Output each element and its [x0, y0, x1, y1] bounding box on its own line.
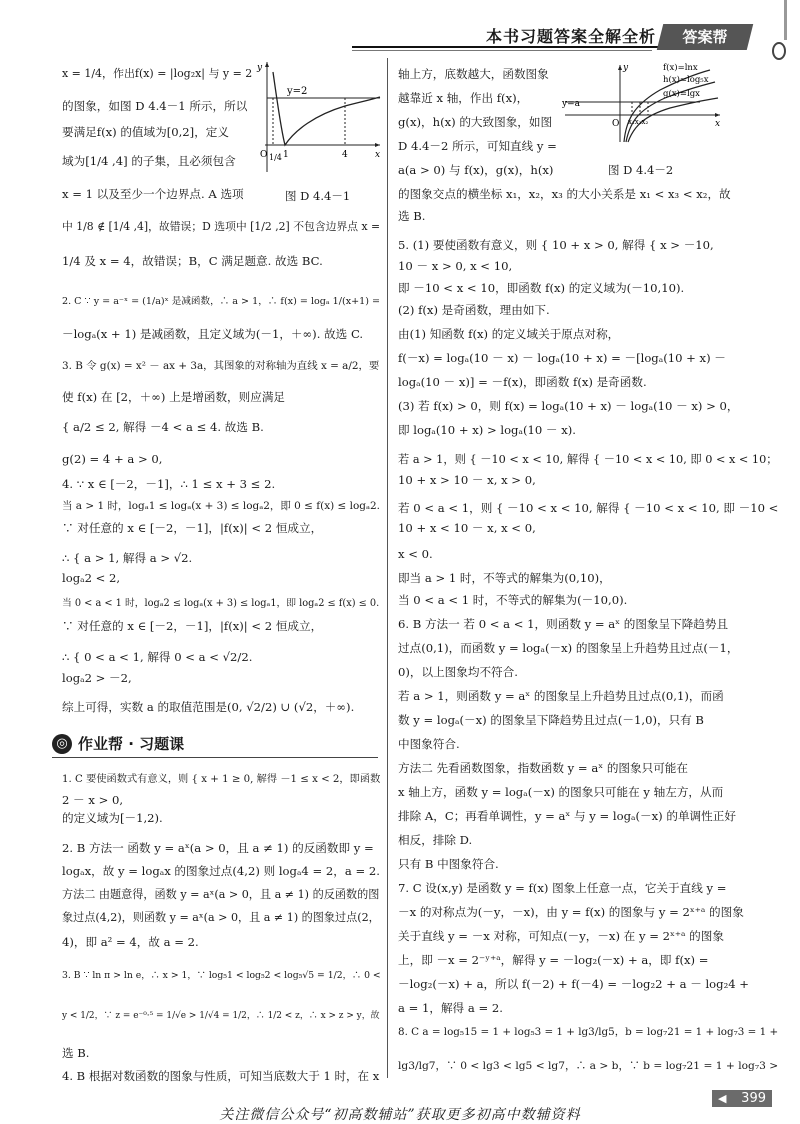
- text-line: 即 －10 < x < 10，即函数 f(x) 的定义域为(－10,10).: [398, 281, 685, 295]
- text-line: logₐx，故 y = logₐx 的图象过点(4,2) 则 logₐ4 = 2，a = 2.: [62, 864, 380, 878]
- text-line: y < 1/2，∵ z = e⁻⁰·⁵ = 1/√e > 1/√4 = 1/2，∴ 1/2 < z，∴ x > z > y，故: [62, 1011, 380, 1021]
- text-line: f(－x) = logₐ(10 － x) － logₐ(10 + x) = －[logₐ(10 + x) －: [398, 351, 726, 365]
- column-divider: [387, 58, 388, 1078]
- text-line: x = 1/4，作出f(x) = |log₂x| 与 y = 2: [62, 67, 253, 80]
- text-line: 若 a > 1，则函数 y = aˣ 的图象呈上升趋势且过点(0,1)，而函: [398, 689, 724, 703]
- figure-d441-graph: [255, 60, 385, 180]
- fig2-line-label: y=a: [562, 99, 580, 109]
- fig2-points: x₁x₃x₂: [628, 118, 649, 126]
- text-line: { a/2 ≤ 2, 解得 －4 < a ≤ 4. 故选 B.: [62, 420, 264, 434]
- page-number: 399: [741, 1091, 766, 1106]
- fig1-axis-y: y: [257, 63, 263, 73]
- text-line: 的定义域为[－1,2).: [62, 811, 163, 825]
- text-line: 象过点(4,2)，则函数 y = aˣ(a > 0，且 a ≠ 1) 的图象过点(2，: [62, 911, 380, 924]
- text-line: 若 a > 1，则 { －10 < x < 10, 解得 { －10 < x < 10, 即 0 < x < 10；: [398, 453, 778, 466]
- fig1-tick-quarter: 1/4: [269, 153, 282, 162]
- text-line: 使 f(x) 在 [2，＋∞) 上是增函数，则应满足: [62, 390, 286, 404]
- text-line: 2 － x > 0,: [62, 793, 124, 807]
- text-line: 选 B.: [62, 1046, 90, 1060]
- fig1-origin: O: [260, 150, 268, 160]
- text-line: 2. C ∵ y = a⁻ˣ = (1/a)ˣ 是减函数，∴ a > 1，∴ f(x) = logₐ 1/(x+1) =: [62, 296, 381, 307]
- text-line: 3. B 令 g(x) = x² － ax + 3a，其图象的对称轴为直线 x = a/2，要: [62, 360, 380, 372]
- text-line: 中 1/8 ∉ [1/4 ,4]，故错误；D 选项中 [1/2 ,2] 不包含边界点 x =: [62, 220, 381, 233]
- text-line: 数 y = logₐ(－x) 的图象呈下降趋势且过点(－1,0)，只有 B: [398, 713, 704, 727]
- fig1-axis-x: x: [375, 150, 381, 160]
- text-line: 中图象符合.: [398, 737, 460, 751]
- text-line: 排除 A，C；再看单调性，y = aˣ 与 y = logₐ(－x) 的单调性正好: [398, 809, 736, 823]
- text-line: 4. B 根据对数函数的图象与性质，可知当底数大于 1 时，在 x: [62, 1069, 380, 1083]
- text-line: x 轴上方，函数 y = logₐ(－x) 的图象只可能在 y 轴左方，从而: [398, 785, 724, 799]
- text-line: 4. ∵ x ∈ [－2，－1]，∴ 1 ≤ x + 3 ≤ 2.: [62, 477, 276, 491]
- text-line: 方法二 先看函数图象，指数函数 y = aˣ 的图象只可能在: [398, 761, 688, 775]
- text-line: ∴ { 0 < a < 1, 解得 0 < a < √2/2.: [62, 650, 253, 664]
- text-line: logₐ(10 － x)] = －f(x)，即函数 f(x) 是奇函数.: [398, 375, 647, 389]
- text-line: ∵ 对任意的 x ∈ [－2，－1]，|f(x)| < 2 恒成立，: [62, 521, 323, 535]
- text-line: g(2) = 4 + a > 0,: [62, 452, 163, 466]
- fig2-label-g: g(x)=lgx: [663, 89, 700, 99]
- fig2-label-f: f(x)=lnx: [663, 63, 698, 73]
- text-line: 8. C a = log₅15 = 1 + log₅3 = 1 + lg3/lg5，b = log₇21 = 1 + log₇3 = 1 +: [398, 1026, 779, 1038]
- text-line: 4)，即 a² = 4，故 a = 2.: [62, 935, 199, 949]
- text-line: 轴上方，底数越大，函数图象: [398, 67, 549, 81]
- text-line: 3. B ∵ ln π > ln e，∴ x > 1，∵ log₅1 < log₅2 < log₅√5 = 1/2，∴ 0 <: [62, 970, 381, 981]
- text-line: (2) f(x) 是奇函数，理由如下.: [398, 303, 550, 317]
- text-line: 方法二 由题意得，函数 y = aˣ(a > 0，且 a ≠ 1) 的反函数的图: [62, 888, 380, 901]
- section-header: [52, 733, 184, 754]
- text-line: 5. (1) 要使函数有意义，则 { 10 + x > 0, 解得 { x > －10,: [398, 238, 714, 252]
- text-line: 当 a > 1 时，logₐ1 ≤ logₐ(x + 3) ≤ logₐ2，即 0 ≤ f(x) ≤ logₐ2.: [62, 500, 381, 512]
- section-rule: [52, 757, 378, 758]
- text-line: lg3/lg7，∵ 0 < lg3 < lg5 < lg7，∴ a > b，∵ b = log₇21 = 1 + log₇3 >: [398, 1059, 779, 1072]
- text-line: 越靠近 x 轴，作出 f(x)，: [398, 91, 529, 105]
- text-line: 要满足f(x) 的值域为[0,2]，定义: [62, 125, 229, 139]
- text-line: 当 0 < a < 1 时，不等式的解集为(－10,0).: [398, 593, 628, 607]
- fig2-origin: O: [612, 119, 620, 129]
- text-line: 关于直线 y = －x 对称，可知点(－y，－x) 在 y = 2ˣ⁺ᵃ 的图象: [398, 929, 724, 943]
- text-line: logₐ2 > －2,: [62, 671, 132, 685]
- text-line: 过点(0,1)，而函数 y = logₐ(－x) 的图象呈上升趋势且过点(－1，: [398, 641, 739, 655]
- text-line: －log₂(－x) + a，所以 f(－2) + f(－4) = －log₂2 + a － log₂4 +: [398, 977, 750, 991]
- text-line: 的图象，如图 D 4.4－1 所示，所以: [62, 99, 248, 113]
- text-line: 即当 a > 1 时，不等式的解集为(0,10)，: [398, 571, 611, 585]
- fig2-label-h: h(x)=log₅x: [663, 75, 709, 85]
- text-line: logₐ2 < 2,: [62, 571, 121, 585]
- header-rule-thin: [352, 50, 652, 51]
- text-line: －x 的对称点为(－y，－x)，由 y = f(x) 的图象与 y = 2ˣ⁺ᵃ 的图象: [398, 905, 744, 919]
- fig1-tick-1: 1: [283, 150, 289, 160]
- footer-note: 关注微信公众号“初高数辅站”获取更多初高中数辅资料: [219, 1107, 581, 1123]
- page-edge: [784, 0, 787, 40]
- text-line: 10 + x < 10 － x, x < 0,: [398, 521, 536, 535]
- text-line: 域为[1/4 ,4] 的子集，且必须包含: [62, 154, 236, 168]
- text-line: 的图象交点的横坐标 x₁，x₂，x₃ 的大小关系是 x₁ < x₃ < x₂，故: [398, 187, 731, 201]
- text-line: x < 0.: [398, 547, 433, 561]
- bookmark-ring-icon: [772, 42, 786, 60]
- text-line: ∴ { a > 1, 解得 a > √2.: [62, 551, 193, 565]
- fig2-axis-x: x: [715, 119, 721, 129]
- text-line: 6. B 方法一 若 0 < a < 1，则函数 y = aˣ 的图象呈下降趋势且: [398, 617, 729, 631]
- text-line: 当 0 < a < 1 时，logₐ2 ≤ logₐ(x + 3) ≤ logₐ1，即 logₐ2 ≤ f(x) ≤ 0.: [62, 598, 380, 609]
- text-line: 综上可得，实数 a 的取值范围是(0, √2/2) ∪ (√2，＋∞).: [62, 700, 355, 714]
- fig2-axis-y: y: [623, 63, 629, 73]
- text-line: 只有 B 中图象符合.: [398, 857, 499, 871]
- text-line: 选 B.: [398, 209, 426, 223]
- text-line: 10 － x > 0, x < 10,: [398, 259, 513, 273]
- text-line: D 4.4－2 所示，可知直线 y =: [398, 139, 557, 153]
- header-badge: 答案帮: [657, 24, 753, 50]
- text-line: 7. C 设(x,y) 是函数 y = f(x) 图象上任意一点，它关于直线 y =: [398, 881, 727, 895]
- text-line: (3) 若 f(x) > 0，则 f(x) = logₐ(10 + x) － logₐ(10 － x) > 0，: [398, 399, 739, 413]
- text-line: 10 + x > 10 － x, x > 0,: [398, 473, 536, 487]
- text-line: 由(1) 知函数 f(x) 的定义域关于原点对称，: [398, 327, 620, 341]
- text-line: g(x)，h(x) 的大致图象，如图: [398, 115, 553, 129]
- figure-d442-caption: 图 D 4.4－2: [608, 163, 674, 177]
- fig1-line-label: y=2: [287, 86, 308, 97]
- text-line: 2. B 方法一 函数 y = aˣ(a > 0，且 a ≠ 1) 的反函数即 y =: [62, 841, 374, 855]
- text-line: 相反，排除 D.: [398, 833, 473, 847]
- text-line: 0)，以上图象均不符合.: [398, 665, 518, 679]
- text-line: ∵ 对任意的 x ∈ [－2，－1]，|f(x)| < 2 恒成立，: [62, 619, 323, 633]
- page-header-title: 本书习题答案全解全析: [486, 27, 657, 46]
- target-icon: ◎: [52, 734, 72, 754]
- figure-d441-caption: 图 D 4.4－1: [285, 189, 351, 203]
- text-line: 1. C 要使函数式有意义，则 { x + 1 ≥ 0, 解得 －1 ≤ x < 2，即函数: [62, 774, 381, 785]
- text-line: 1/4 及 x = 4，故错误；B，C 满足题意. 故选 BC.: [62, 254, 323, 268]
- section-title: 作业帮 · 习题课: [78, 735, 185, 753]
- text-line: 若 0 < a < 1，则 { －10 < x < 10, 解得 { －10 < x < 10, 即 －10 <: [398, 501, 779, 515]
- text-line: x = 1 以及至少一个边界点. A 选项: [62, 187, 244, 201]
- text-line: －logₐ(x + 1) 是减函数，且定义域为(－1，＋∞). 故选 C.: [62, 327, 364, 341]
- arrow-left-icon: ◀: [718, 1092, 727, 1105]
- text-line: 上，即 －x = 2⁻ʸ⁺ᵃ，解得 y = －log₂(－x) + a，即 f(x) =: [398, 953, 709, 967]
- figure-d442-graph: [560, 60, 725, 145]
- text-line: a(a > 0) 与 f(x)，g(x)，h(x): [398, 163, 554, 177]
- fig1-tick-4: 4: [342, 150, 348, 160]
- text-line: a = 1，解得 a = 2.: [398, 1001, 503, 1015]
- text-line: 即 logₐ(10 + x) > logₐ(10 － x).: [398, 423, 576, 437]
